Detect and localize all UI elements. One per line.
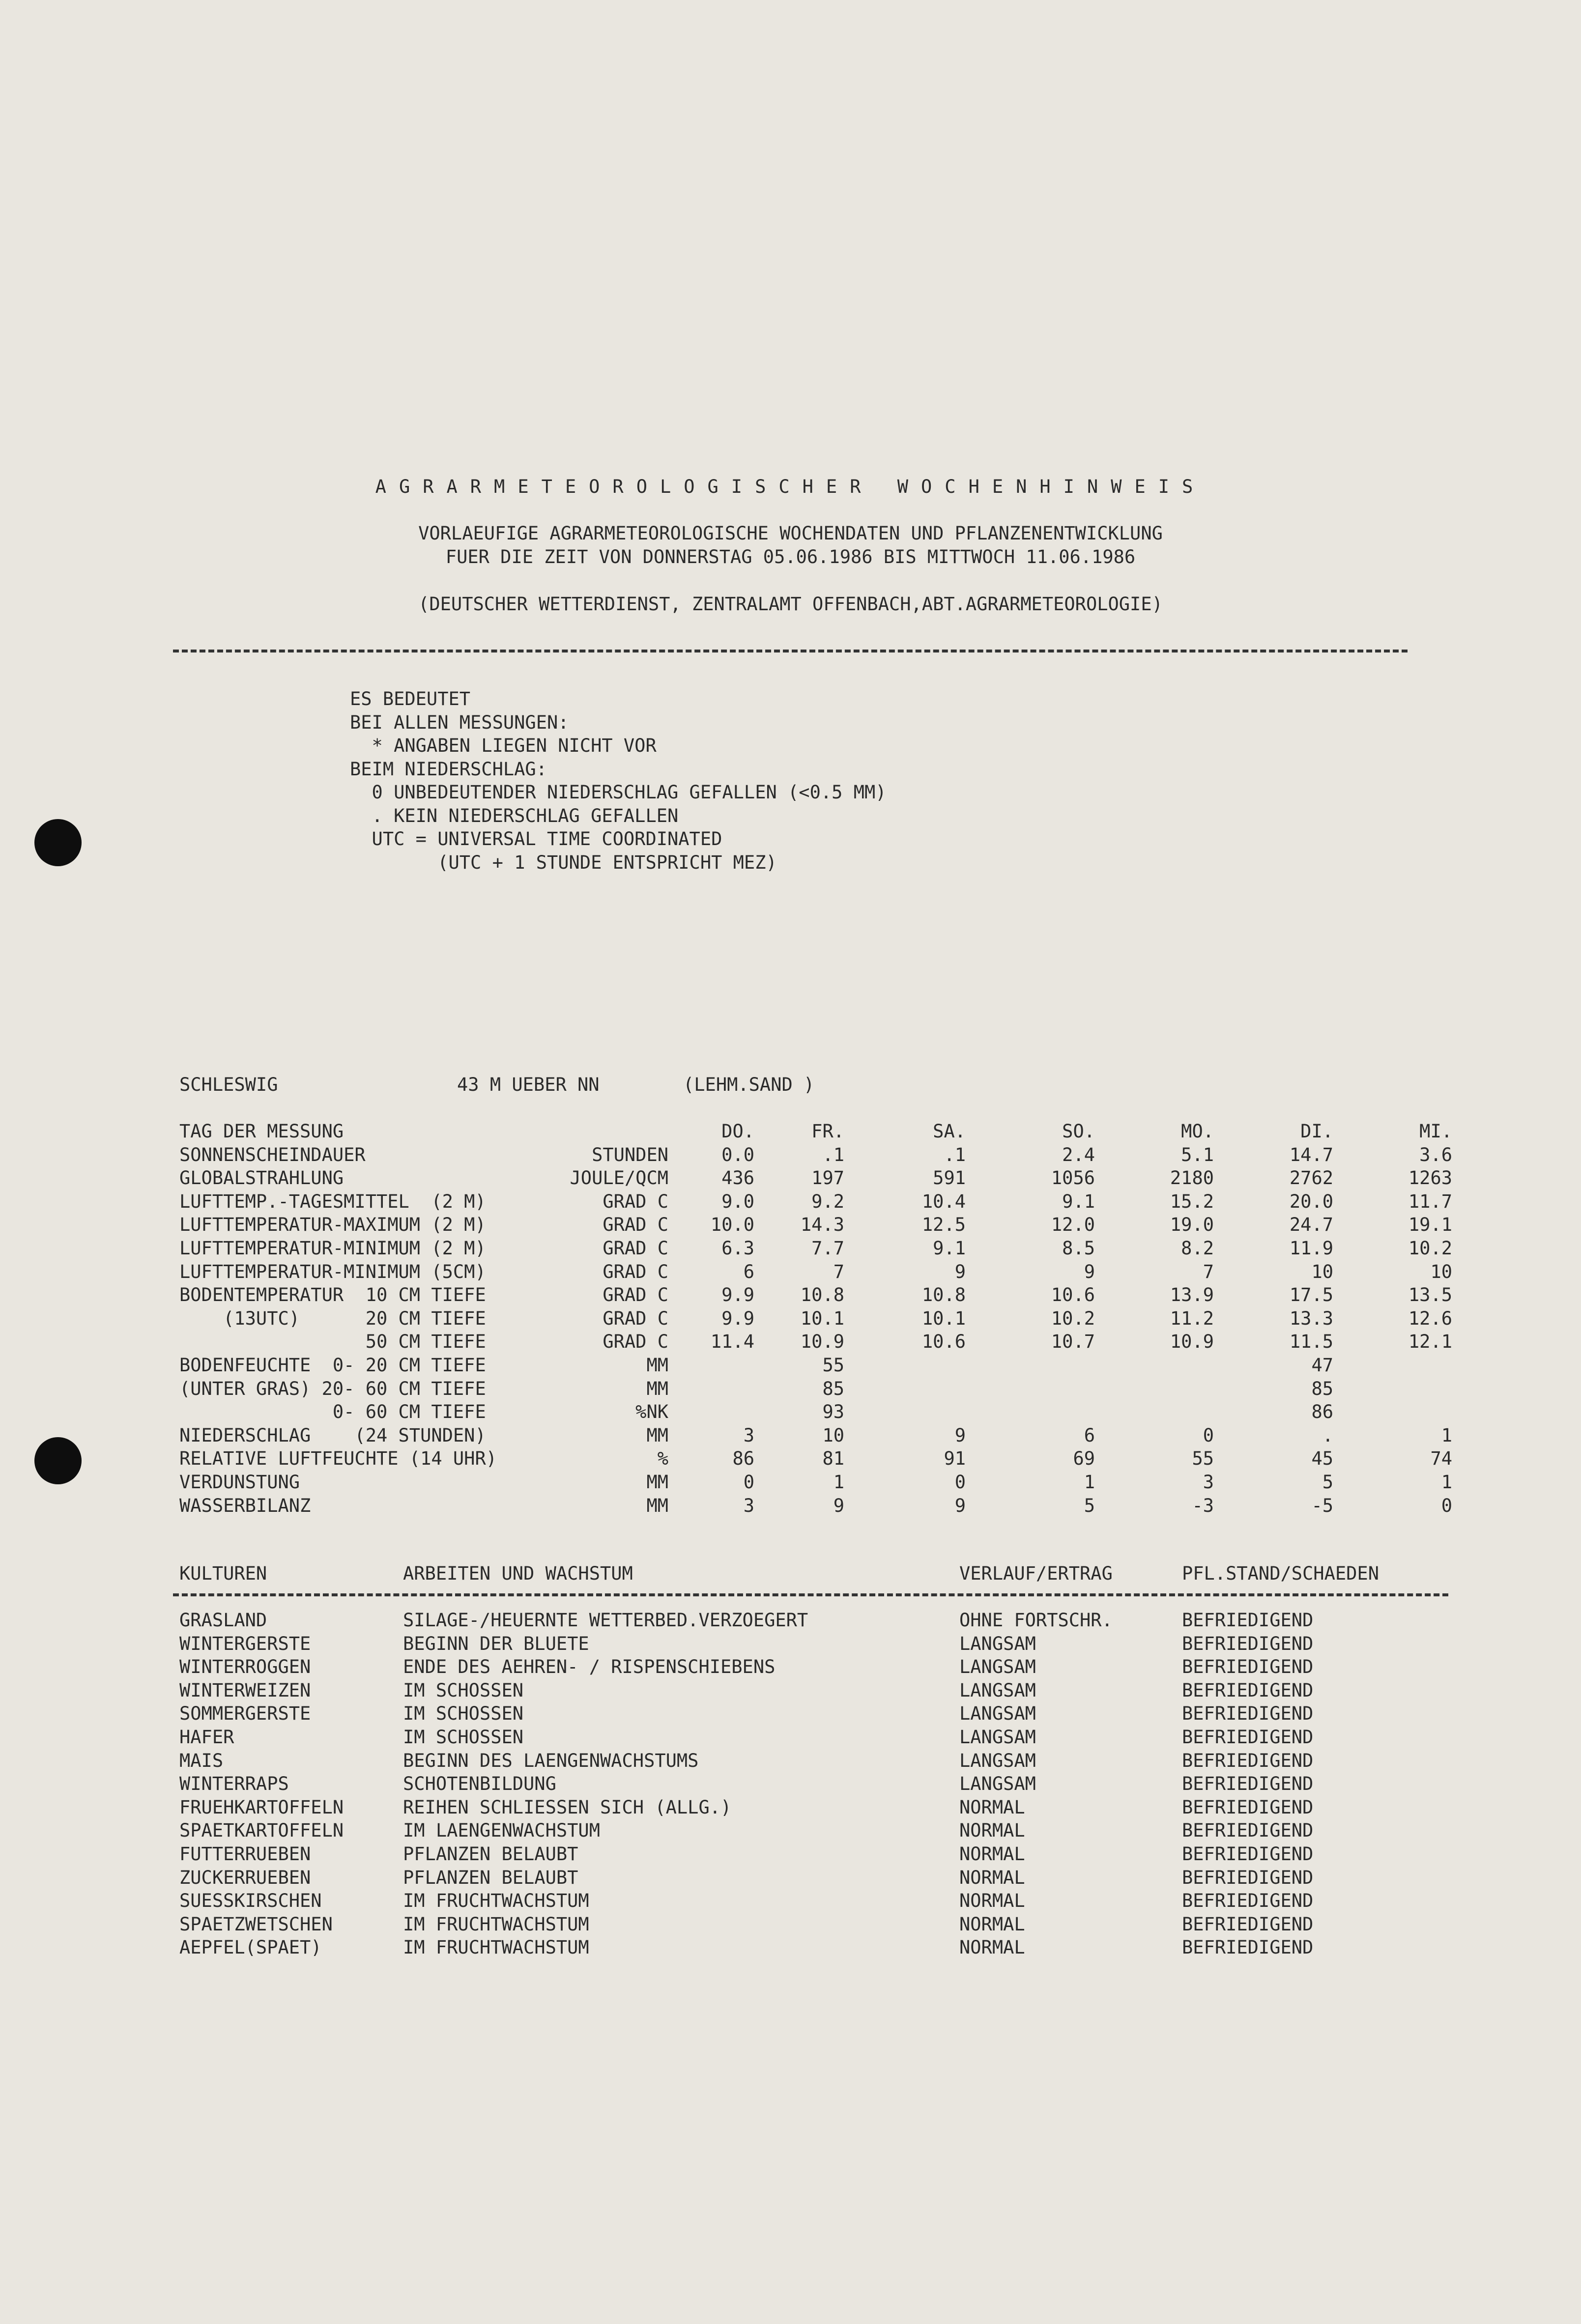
measurement-unit: GRAD C bbox=[603, 1190, 668, 1212]
measurement-value: 13.9 bbox=[1170, 1284, 1214, 1306]
crop-name: WINTERGERSTE bbox=[179, 1633, 311, 1654]
measurement-label: VERDUNSTUNG bbox=[179, 1472, 300, 1493]
measurement-value: 0 bbox=[743, 1472, 754, 1493]
measurement-label: LUFTTEMP.-TAGESMITTEL (2 M) bbox=[179, 1190, 486, 1212]
measurement-value: 10.0 bbox=[710, 1214, 754, 1236]
crop-condition: BEFRIEDIGEND bbox=[1182, 1750, 1314, 1771]
measurement-unit: GRAD C bbox=[603, 1261, 668, 1282]
crop-progress: NORMAL bbox=[959, 1820, 1025, 1842]
measurement-value: 12.6 bbox=[1408, 1307, 1452, 1329]
measurement-value: 9 bbox=[833, 1495, 844, 1516]
measurement-value: 9.1 bbox=[933, 1238, 966, 1259]
document-title: AGRARMETEOROLOGISCHER WOCHENHINWEIS bbox=[375, 476, 1206, 497]
station-soil: (LEHM.SAND ) bbox=[683, 1074, 815, 1095]
measurement-label: RELATIVE LUFTFEUCHTE (14 UHR) bbox=[179, 1448, 497, 1470]
crop-progress: NORMAL bbox=[959, 1937, 1025, 1958]
measurement-value: 12.1 bbox=[1408, 1331, 1452, 1353]
measurement-value: 1056 bbox=[1051, 1167, 1095, 1189]
measurement-label: BODENTEMPERATUR 10 CM TIEFE bbox=[179, 1284, 486, 1306]
measurement-value: 1 bbox=[1441, 1424, 1452, 1446]
row-header-label: TAG DER MESSUNG bbox=[179, 1121, 344, 1142]
measurement-value: 93 bbox=[822, 1401, 844, 1423]
measurement-value: 5 bbox=[1322, 1472, 1333, 1493]
measurement-label: LUFTTEMPERATUR-MINIMUM (5CM) bbox=[179, 1261, 486, 1282]
measurement-value: 9 bbox=[954, 1261, 966, 1282]
day-header: DO. bbox=[721, 1121, 754, 1142]
crop-condition: BEFRIEDIGEND bbox=[1182, 1890, 1314, 1912]
legend-line: * ANGABEN LIEGEN NICHT VOR bbox=[350, 735, 657, 756]
measurement-value: 10 bbox=[1311, 1261, 1333, 1282]
crop-progress: LANGSAM bbox=[959, 1727, 1036, 1748]
measurement-label: LUFTTEMPERATUR-MAXIMUM (2 M) bbox=[179, 1214, 486, 1236]
measurement-label: BODENFEUCHTE 0- 20 CM TIEFE bbox=[179, 1355, 486, 1376]
legend-line: ES BEDEUTET bbox=[350, 688, 471, 709]
crop-name: ZUCKERRUEBEN bbox=[179, 1867, 311, 1888]
crop-activity: SILAGE-/HEUERNTE WETTERBED.VERZOEGERT bbox=[403, 1610, 808, 1631]
measurement-value: 14.7 bbox=[1289, 1144, 1333, 1165]
measurement-value: 7 bbox=[1203, 1261, 1214, 1282]
measurement-value: 81 bbox=[822, 1448, 844, 1470]
day-header: FR. bbox=[811, 1121, 844, 1142]
measurement-value: 1263 bbox=[1408, 1167, 1452, 1189]
crop-progress: OHNE FORTSCHR. bbox=[959, 1610, 1113, 1631]
measurement-unit: MM bbox=[646, 1472, 668, 1493]
measurement-value: 3 bbox=[1203, 1472, 1214, 1493]
measurement-value: 91 bbox=[944, 1448, 966, 1470]
day-header: MI. bbox=[1419, 1121, 1452, 1142]
crop-column-header: KULTUREN bbox=[179, 1563, 267, 1584]
measurement-value: 74 bbox=[1430, 1448, 1452, 1470]
measurement-value: 86 bbox=[1311, 1401, 1333, 1423]
measurement-unit: GRAD C bbox=[603, 1331, 668, 1353]
measurement-value: .1 bbox=[822, 1144, 844, 1165]
crop-name: WINTERWEIZEN bbox=[179, 1679, 311, 1701]
measurement-value: 47 bbox=[1311, 1355, 1333, 1376]
legend-line: 0 UNBEDEUTENDER NIEDERSCHLAG GEFALLEN (<0.5 MM) bbox=[350, 782, 887, 803]
crop-condition: BEFRIEDIGEND bbox=[1182, 1727, 1314, 1748]
measurement-value: 55 bbox=[1192, 1448, 1214, 1470]
crop-activity: PFLANZEN BELAUBT bbox=[403, 1867, 578, 1888]
legend-line: BEIM NIEDERSCHLAG: bbox=[350, 758, 547, 780]
measurement-label: SONNENSCHEINDAUER bbox=[179, 1144, 366, 1165]
measurement-value: 13.3 bbox=[1289, 1307, 1333, 1329]
measurement-value: 10.6 bbox=[1051, 1284, 1095, 1306]
measurement-value: 10.2 bbox=[1051, 1307, 1095, 1329]
measurement-value: 6.3 bbox=[721, 1238, 754, 1259]
measurement-value: 10.1 bbox=[800, 1307, 844, 1329]
crop-name: AEPFEL(SPAET) bbox=[179, 1937, 322, 1958]
measurement-unit: STUNDEN bbox=[592, 1144, 668, 1165]
crop-header-separator bbox=[173, 1593, 1448, 1596]
measurement-value: 12.0 bbox=[1051, 1214, 1095, 1236]
crop-name: WINTERROGGEN bbox=[179, 1656, 311, 1678]
legend-line: (UTC + 1 STUNDE ENTSPRICHT MEZ) bbox=[350, 851, 777, 873]
measurement-value: 85 bbox=[1311, 1378, 1333, 1399]
measurement-unit: MM bbox=[646, 1424, 668, 1446]
station-name: SCHLESWIG bbox=[179, 1074, 278, 1095]
measurement-value: 19.0 bbox=[1170, 1214, 1214, 1236]
day-header: MO. bbox=[1181, 1121, 1214, 1142]
measurement-value: 17.5 bbox=[1289, 1284, 1333, 1306]
crop-activity: IM LAENGENWACHSTUM bbox=[403, 1820, 600, 1842]
measurement-value: 10.9 bbox=[1170, 1331, 1214, 1353]
day-header: DI. bbox=[1300, 1121, 1333, 1142]
measurement-unit: MM bbox=[646, 1495, 668, 1516]
crop-activity: IM SCHOSSEN bbox=[403, 1727, 524, 1748]
measurement-value: 10.7 bbox=[1051, 1331, 1095, 1353]
measurement-value: 10.6 bbox=[921, 1331, 966, 1353]
measurement-value: 9.1 bbox=[1062, 1190, 1095, 1212]
crop-column-header: PFL.STAND/SCHAEDEN bbox=[1182, 1563, 1379, 1584]
measurement-value: 12.5 bbox=[921, 1214, 966, 1236]
measurement-value: 591 bbox=[933, 1167, 966, 1189]
measurement-value: 15.2 bbox=[1170, 1190, 1214, 1212]
legend-line: . KEIN NIEDERSCHLAG GEFALLEN bbox=[350, 805, 679, 826]
measurement-value: 13.5 bbox=[1408, 1284, 1452, 1306]
measurement-value: 10.1 bbox=[921, 1307, 966, 1329]
crop-name: MAIS bbox=[179, 1750, 224, 1771]
crop-condition: BEFRIEDIGEND bbox=[1182, 1843, 1314, 1865]
crop-progress: NORMAL bbox=[959, 1867, 1025, 1888]
measurement-value: 8.5 bbox=[1062, 1238, 1095, 1259]
crop-condition: BEFRIEDIGEND bbox=[1182, 1679, 1314, 1701]
measurement-value: 3.6 bbox=[1419, 1144, 1452, 1165]
crop-activity: IM SCHOSSEN bbox=[403, 1679, 524, 1701]
measurement-label: NIEDERSCHLAG (24 STUNDEN) bbox=[179, 1424, 486, 1446]
measurement-value: 1 bbox=[1441, 1472, 1452, 1493]
measurement-unit: JOULE/QCM bbox=[570, 1167, 668, 1189]
crop-name: SUESSKIRSCHEN bbox=[179, 1890, 322, 1912]
punch-hole-upper bbox=[34, 819, 82, 866]
measurement-unit: GRAD C bbox=[603, 1214, 668, 1236]
crop-condition: BEFRIEDIGEND bbox=[1182, 1913, 1314, 1935]
crop-progress: NORMAL bbox=[959, 1843, 1025, 1865]
measurement-value: . bbox=[1322, 1424, 1333, 1446]
crop-activity: SCHOTENBILDUNG bbox=[403, 1773, 556, 1795]
crop-condition: BEFRIEDIGEND bbox=[1182, 1867, 1314, 1888]
crop-name: GRASLAND bbox=[179, 1610, 267, 1631]
measurement-value: 7.7 bbox=[811, 1238, 844, 1259]
crop-activity: REIHEN SCHLIESSEN SICH (ALLG.) bbox=[403, 1796, 732, 1818]
measurement-value: 8.2 bbox=[1181, 1238, 1214, 1259]
crop-activity: IM SCHOSSEN bbox=[403, 1703, 524, 1725]
measurement-value: 86 bbox=[732, 1448, 754, 1470]
measurement-value: 436 bbox=[721, 1167, 754, 1189]
measurement-value: 24.7 bbox=[1289, 1214, 1333, 1236]
measurement-value: 2180 bbox=[1170, 1167, 1214, 1189]
crop-activity: PFLANZEN BELAUBT bbox=[403, 1843, 578, 1865]
crop-condition: BEFRIEDIGEND bbox=[1182, 1633, 1314, 1654]
measurement-value: 45 bbox=[1311, 1448, 1333, 1470]
measurement-value: 1 bbox=[1084, 1472, 1095, 1493]
crop-condition: BEFRIEDIGEND bbox=[1182, 1937, 1314, 1958]
measurement-value: 0 bbox=[1441, 1495, 1452, 1516]
measurement-value: 10.2 bbox=[1408, 1238, 1452, 1259]
measurement-value: 9.2 bbox=[811, 1190, 844, 1212]
crop-column-header: VERLAUF/ERTRAG bbox=[959, 1563, 1113, 1584]
measurement-value: -3 bbox=[1192, 1495, 1214, 1516]
measurement-value: 85 bbox=[822, 1378, 844, 1399]
measurement-value: 0 bbox=[1203, 1424, 1214, 1446]
measurement-value: 6 bbox=[1084, 1424, 1095, 1446]
crop-progress: LANGSAM bbox=[959, 1773, 1036, 1795]
measurement-value: 69 bbox=[1073, 1448, 1095, 1470]
measurement-label: 50 CM TIEFE bbox=[179, 1331, 486, 1353]
crop-activity: ENDE DES AEHREN- / RISPENSCHIEBENS bbox=[403, 1656, 776, 1678]
crop-progress: LANGSAM bbox=[959, 1656, 1036, 1678]
measurement-value: 9.0 bbox=[721, 1190, 754, 1212]
day-header: SA. bbox=[933, 1121, 966, 1142]
measurement-label: WASSERBILANZ bbox=[179, 1495, 311, 1516]
crop-progress: LANGSAM bbox=[959, 1633, 1036, 1654]
measurement-value: 0 bbox=[954, 1472, 966, 1493]
measurement-value: 19.1 bbox=[1408, 1214, 1452, 1236]
measurement-unit: MM bbox=[646, 1378, 668, 1399]
station-elevation: 43 M UEBER NN bbox=[457, 1074, 600, 1095]
measurement-value: 20.0 bbox=[1289, 1190, 1333, 1212]
crop-activity: IM FRUCHTWACHSTUM bbox=[403, 1913, 589, 1935]
measurement-value: .1 bbox=[944, 1144, 966, 1165]
measurement-value: 10 bbox=[822, 1424, 844, 1446]
measurement-value: 11.4 bbox=[710, 1331, 754, 1353]
measurement-value: 10.8 bbox=[800, 1284, 844, 1306]
measurement-unit: %NK bbox=[635, 1401, 668, 1423]
measurement-label: GLOBALSTRAHLUNG bbox=[179, 1167, 344, 1189]
measurement-value: 3 bbox=[743, 1495, 754, 1516]
measurement-value: 11.2 bbox=[1170, 1307, 1214, 1329]
measurement-unit: GRAD C bbox=[603, 1307, 668, 1329]
date-range: FUER DIE ZEIT VON DONNERSTAG 05.06.1986 BIS MITTWOCH 11.06.1986 bbox=[445, 546, 1136, 567]
measurement-value: 9.9 bbox=[721, 1307, 754, 1329]
crop-name: FRUEHKARTOFFELN bbox=[179, 1796, 344, 1818]
crop-activity: IM FRUCHTWACHSTUM bbox=[403, 1890, 589, 1912]
measurement-label: 0- 60 CM TIEFE bbox=[179, 1401, 486, 1423]
measurement-value: 5.1 bbox=[1181, 1144, 1214, 1165]
measurement-unit: GRAD C bbox=[603, 1238, 668, 1259]
separator-line bbox=[173, 650, 1408, 652]
crop-activity: BEGINN DES LAENGENWACHSTUMS bbox=[403, 1750, 699, 1771]
crop-activity: BEGINN DER BLUETE bbox=[403, 1633, 589, 1654]
measurement-value: 14.3 bbox=[800, 1214, 844, 1236]
measurement-value: 6 bbox=[743, 1261, 754, 1282]
crop-condition: BEFRIEDIGEND bbox=[1182, 1773, 1314, 1795]
measurement-unit: % bbox=[657, 1448, 668, 1470]
crop-name: SPAETZWETSCHEN bbox=[179, 1913, 333, 1935]
crop-progress: LANGSAM bbox=[959, 1750, 1036, 1771]
crop-condition: BEFRIEDIGEND bbox=[1182, 1656, 1314, 1678]
measurement-value: 11.7 bbox=[1408, 1190, 1452, 1212]
crop-activity: IM FRUCHTWACHSTUM bbox=[403, 1937, 589, 1958]
legend-line: UTC = UNIVERSAL TIME COORDINATED bbox=[350, 828, 722, 850]
measurement-unit: MM bbox=[646, 1355, 668, 1376]
crop-name: SPAETKARTOFFELN bbox=[179, 1820, 344, 1842]
crop-progress: NORMAL bbox=[959, 1913, 1025, 1935]
measurement-value: 55 bbox=[822, 1355, 844, 1376]
crop-progress: NORMAL bbox=[959, 1890, 1025, 1912]
measurement-label: (UNTER GRAS) 20- 60 CM TIEFE bbox=[179, 1378, 486, 1399]
crop-condition: BEFRIEDIGEND bbox=[1182, 1796, 1314, 1818]
measurement-value: 9 bbox=[1084, 1261, 1095, 1282]
measurement-value: 5 bbox=[1084, 1495, 1095, 1516]
day-header: SO. bbox=[1062, 1121, 1095, 1142]
measurement-value: 10 bbox=[1430, 1261, 1452, 1282]
measurement-value: 2762 bbox=[1289, 1167, 1333, 1189]
crop-condition: BEFRIEDIGEND bbox=[1182, 1703, 1314, 1725]
measurement-value: 2.4 bbox=[1062, 1144, 1095, 1165]
measurement-value: -5 bbox=[1311, 1495, 1333, 1516]
crop-progress: LANGSAM bbox=[959, 1679, 1036, 1701]
crop-condition: BEFRIEDIGEND bbox=[1182, 1820, 1314, 1842]
measurement-value: 7 bbox=[833, 1261, 844, 1282]
source-line: (DEUTSCHER WETTERDIENST, ZENTRALAMT OFFENBACH,ABT.AGRARMETEOROLOGIE) bbox=[418, 594, 1163, 615]
measurement-value: 197 bbox=[811, 1167, 844, 1189]
measurement-value: 9 bbox=[954, 1424, 966, 1446]
measurement-value: 11.5 bbox=[1289, 1331, 1333, 1353]
measurement-value: 10.9 bbox=[800, 1331, 844, 1353]
measurement-value: 11.9 bbox=[1289, 1238, 1333, 1259]
crop-name: FUTTERRUEBEN bbox=[179, 1843, 311, 1865]
legend-line: BEI ALLEN MESSUNGEN: bbox=[350, 711, 569, 733]
measurement-label: LUFTTEMPERATUR-MINIMUM (2 M) bbox=[179, 1238, 486, 1259]
measurement-value: 9.9 bbox=[721, 1284, 754, 1306]
crop-name: WINTERRAPS bbox=[179, 1773, 289, 1795]
measurement-label: (13UTC) 20 CM TIEFE bbox=[179, 1307, 486, 1329]
measurement-unit: GRAD C bbox=[603, 1284, 668, 1306]
crop-progress: LANGSAM bbox=[959, 1703, 1036, 1725]
crop-column-header: ARBEITEN UND WACHSTUM bbox=[403, 1563, 633, 1584]
punch-hole-lower bbox=[34, 1437, 82, 1484]
crop-name: SOMMERGERSTE bbox=[179, 1703, 311, 1725]
measurement-value: 9 bbox=[954, 1495, 966, 1516]
crop-condition: BEFRIEDIGEND bbox=[1182, 1610, 1314, 1631]
measurement-value: 10.4 bbox=[921, 1190, 966, 1212]
document-subtitle: VORLAEUFIGE AGRARMETEOROLOGISCHE WOCHENDATEN UND PFLANZENENTWICKLUNG bbox=[418, 523, 1163, 544]
measurement-value: 10.8 bbox=[921, 1284, 966, 1306]
measurement-value: 3 bbox=[743, 1424, 754, 1446]
measurement-value: 1 bbox=[833, 1472, 844, 1493]
crop-progress: NORMAL bbox=[959, 1796, 1025, 1818]
measurement-value: 0.0 bbox=[721, 1144, 754, 1165]
crop-name: HAFER bbox=[179, 1727, 234, 1748]
